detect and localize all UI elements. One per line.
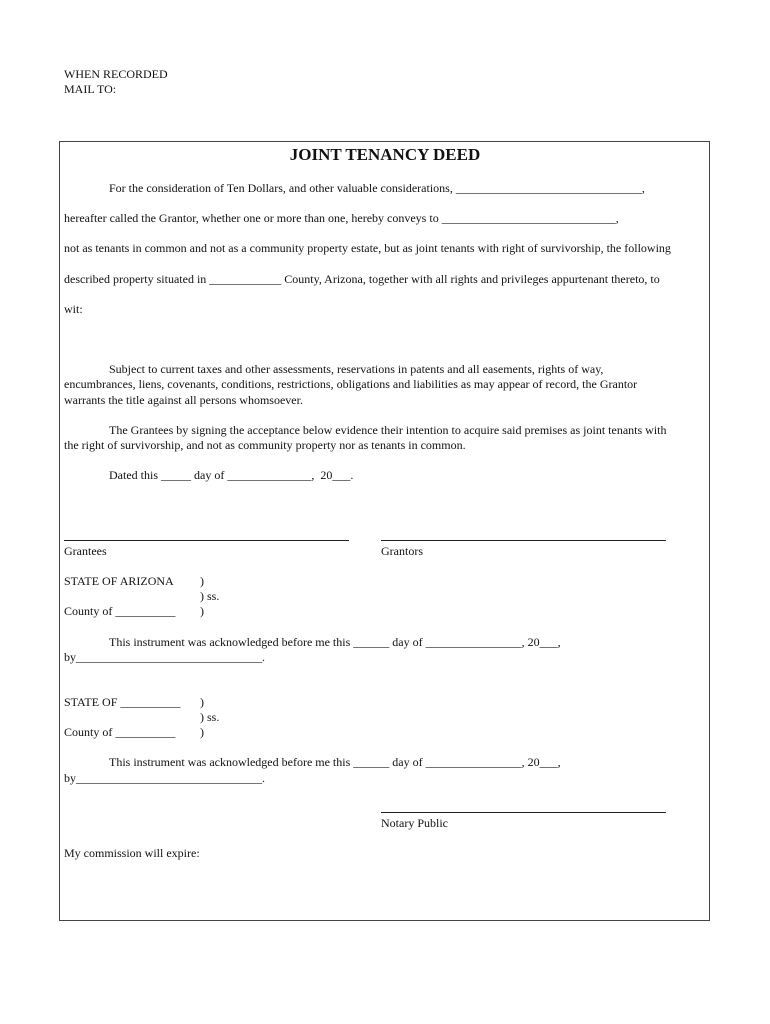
ack2-paren: ) (200, 695, 204, 709)
grantees-para-line2: the right of survivorship, and not as community property nor as tenants in common. (64, 438, 466, 452)
ack1-paren: ) (200, 574, 204, 588)
grantees-label: Grantees (64, 544, 107, 558)
grantees-para-line1: The Grantees by signing the acceptance below evidence their intention to acquire said premises as joint tenants with (109, 423, 667, 437)
ack2-acknowledged-line: This instrument was acknowledged before me this ______ day of ________________, 20___, (109, 755, 561, 769)
ack2-state: STATE OF __________ (64, 695, 181, 709)
grantor-line: hereafter called the Grantor, whether one or more than one, hereby conveys to _____________________________, (64, 211, 619, 225)
subject-para-line1: Subject to current taxes and other assessments, reservations in patents and all easements, rights of way, (109, 362, 604, 376)
commission-line: My commission will expire: (64, 846, 200, 860)
grantors-label: Grantors (381, 544, 423, 558)
joint-tenants-line: not as tenants in common and not as a community property estate, but as joint tenants with right of survivorship, the following (64, 241, 671, 255)
subject-para-line3: warrants the title against all persons whomsoever. (64, 393, 303, 407)
ack1-paren-close: ) (200, 604, 204, 618)
ack1-acknowledged-line: This instrument was acknowledged before me this ______ day of ________________, 20___, (109, 635, 561, 649)
page-title: JOINT TENANCY DEED (289, 145, 481, 164)
property-county-line: described property situated in ____________ County, Arizona, together with all rights and privileges appurtenant thereto, to (64, 272, 660, 286)
ack1-by-line: by_______________________________. (64, 650, 265, 664)
subject-para-line2: encumbrances, liens, covenants, conditions, restrictions, obligations and liabilities as may appear of record, the Grantor (64, 377, 638, 391)
recorded-header-line1: WHEN RECORDED (64, 67, 168, 81)
notary-signature-line (381, 812, 666, 813)
ack1-county: County of __________ (64, 604, 176, 618)
grantees-signature-line (64, 540, 349, 541)
ack2-county: County of __________ (64, 725, 176, 739)
recorded-header-line2: MAIL TO: (64, 82, 117, 96)
consideration-line: For the consideration of Ten Dollars, and other valuable considerations, _______________________________, (109, 181, 645, 195)
ack2-ss: ) ss. (200, 710, 220, 724)
ack2-by-line: by_______________________________. (64, 771, 265, 785)
deed-border (59, 141, 710, 921)
dated-line: Dated this _____ day of ______________, 20___. (109, 468, 354, 482)
ack2-paren-close: ) (200, 725, 204, 739)
ack1-ss: ) ss. (200, 589, 220, 603)
grantors-signature-line (381, 540, 666, 541)
ack1-state: STATE OF ARIZONA (64, 574, 174, 588)
wit-line: wit: (64, 302, 83, 316)
notary-label: Notary Public (381, 816, 448, 830)
